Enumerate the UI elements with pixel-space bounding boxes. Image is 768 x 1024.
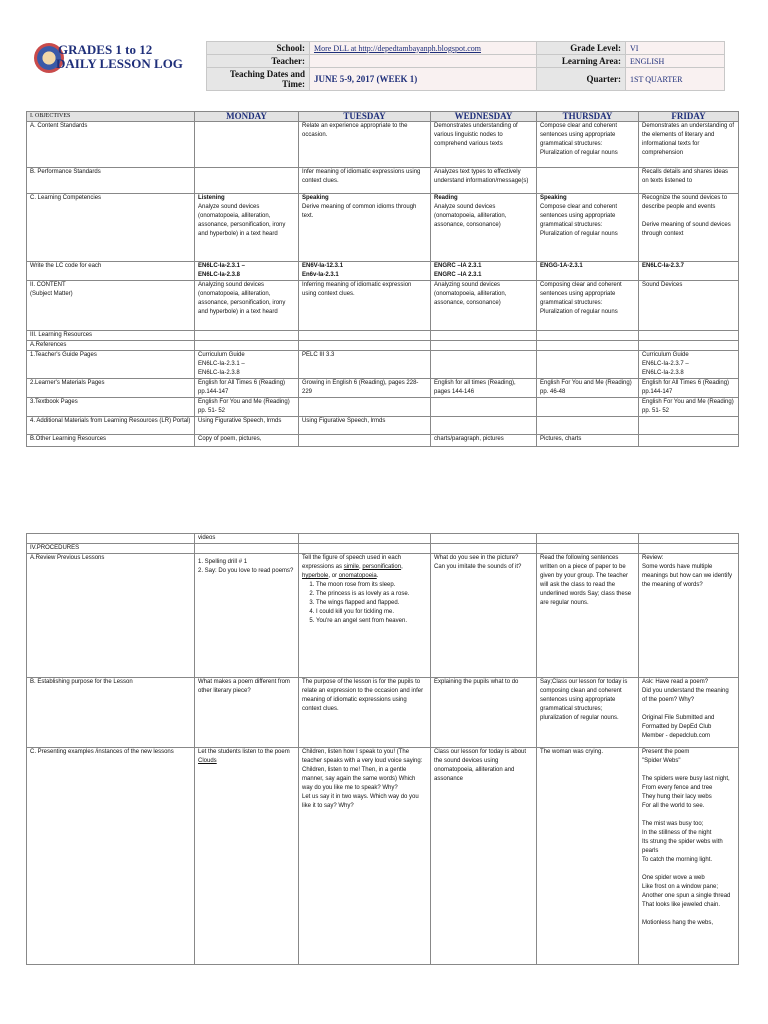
row-label: C. Learning Competencies xyxy=(27,194,195,262)
table-cell xyxy=(537,398,639,417)
row-label: B. Establishing purpose for the Lesson xyxy=(27,678,195,748)
table-cell: Say;Class our lesson for today is composing clean and coherent sentences using appropriate grammatical structures; pluralization of regular nouns. xyxy=(537,678,639,748)
list-item: 1. The moon rose from its sleep. xyxy=(316,581,427,590)
table-row xyxy=(27,379,739,398)
table-cell: EN6LC-Ia-2.3.7 xyxy=(639,262,739,281)
table-cell: Curriculum Guide EN6LC-Ia-2.3.7 – EN6LC-Ia-2.3.8 xyxy=(639,351,739,379)
table-cell: Copy of poem, pictures, xyxy=(195,435,299,447)
table-cell xyxy=(639,331,739,341)
table-cell: Tell the figure of speech used in each expressions as simile, personification, hyperbole, or onomatopoeia. 1. The moon rose from its sleep. 2. The princess is as lovely as a rose. 3. The wings flapped and flapped. 4. I could kill you for tickling me. 5. You're an angel sent from heaven. xyxy=(299,554,431,678)
header-title-line1: GRADES 1 to 12 xyxy=(58,42,153,57)
term-personification: personification xyxy=(362,564,402,570)
table-cell: videos xyxy=(195,534,299,544)
table-cell: Listening Analyze sound devices (onomatopoeia, alliteration, assonance, personification, irony and hyperbole) in a text heard xyxy=(195,194,299,262)
table-cell: Children, listen how I speak to you! (The teacher speaks with a very loud voice saying: Children, listen to me! Then, in a gentle manner, say again the same words) Which way do you like me to speak? Why? Let us say it in two ways. Which way do you like it to say? Why? xyxy=(299,748,431,965)
table-row xyxy=(27,341,739,351)
table-cell xyxy=(195,122,299,168)
quarter-label: Quarter: xyxy=(537,68,626,91)
table-cell: English For You and Me (Reading) pp. 51- 52 xyxy=(195,398,299,417)
table-cell: Explaining the pupils what to do xyxy=(431,678,537,748)
table-cell: Infer meaning of idiomatic expressions using context clues. xyxy=(299,168,431,194)
table-cell: EN6V-Ia-12.3.1 En6v-Ia-2.3.1 xyxy=(299,262,431,281)
row-label: 2.Learner's Materials Pages xyxy=(27,379,195,398)
table-cell xyxy=(299,534,431,544)
table-cell xyxy=(431,331,537,341)
table-cell: English for all times (Reading), pages 144-146 xyxy=(431,379,537,398)
table-cell: Demonstrates understanding of various linguistic nodes to comprehend various texts xyxy=(431,122,537,168)
school-link[interactable]: More DLL at http://depedtambayanph.blogspot.com xyxy=(314,43,481,53)
row-label: 4. Additional Materials from Learning Resources (LR) Portal) xyxy=(27,417,195,435)
table-row xyxy=(27,168,739,194)
day-header-wednesday: WEDNESDAY xyxy=(431,112,537,122)
table-cell xyxy=(431,341,537,351)
table-cell: EN6LC-Ia-2.3.1 – EN6LC-Ia-2.3.8 xyxy=(195,262,299,281)
table-cell xyxy=(195,341,299,351)
procedures-table xyxy=(26,533,739,965)
table-row xyxy=(27,281,739,331)
review-sentence-list xyxy=(302,581,427,626)
table-cell: Composing clear and coherent sentences using appropriate grammatical structures: Pluralization of regular nouns xyxy=(537,281,639,331)
table-cell: 1. Spelling drill # 1 2. Say: Do you love to read poems? xyxy=(195,554,299,678)
table-cell: Growing in English 6 (Reading), pages 228-229 xyxy=(299,379,431,398)
table-cell xyxy=(299,331,431,341)
grade-value: VI xyxy=(626,42,725,55)
table-cell: English for All Times 6 (Reading) pp.144-147 xyxy=(639,379,739,398)
table-cell: Speaking Compose clear and coherent sentences using appropriate grammatical structures: Pluralization of regular nouns xyxy=(537,194,639,262)
table-cell xyxy=(537,331,639,341)
table-cell: What makes a poem different from other literary piece? xyxy=(195,678,299,748)
skill-heading: Reading xyxy=(434,195,458,201)
row-label: II. CONTENT (Subject Matter) xyxy=(27,281,195,331)
skill-heading: Speaking xyxy=(540,195,567,201)
procedures-heading: IV.PROCEDURES xyxy=(27,544,195,554)
table-cell xyxy=(639,534,739,544)
table-cell: Relate an experience appropriate to the occasion. xyxy=(299,122,431,168)
day-header-tuesday: TUESDAY xyxy=(299,112,431,122)
list-item: 2. The princess is as lovely as a rose. xyxy=(316,590,427,599)
table-row xyxy=(27,398,739,417)
table-cell xyxy=(537,351,639,379)
table-cell: Inferring meaning of idiomatic expression using context clues. xyxy=(299,281,431,331)
term-hyperbole: hyperbole xyxy=(302,573,329,579)
header-info-table xyxy=(206,41,725,91)
table-cell: Using Figurative Speech, lrmds xyxy=(299,417,431,435)
table-row xyxy=(27,554,739,678)
table-cell xyxy=(195,748,299,965)
table-row xyxy=(27,678,739,748)
row-label: A.Review Previous Lessons xyxy=(27,554,195,678)
table-cell xyxy=(299,398,431,417)
term-onomatopoeia: onomatopoeia xyxy=(338,573,377,579)
row-label: A. Content Standards xyxy=(27,122,195,168)
table-cell: Compose clear and coherent sentences using appropriate grammatical structures: Pluralization of regular nouns xyxy=(537,122,639,168)
table-cell: ENGRC –IA 2.3.1 ENGRC –IA 2.3.1 xyxy=(431,262,537,281)
table-cell xyxy=(537,168,639,194)
dates-label: Teaching Dates and Time: xyxy=(207,68,310,91)
list-item: 5. You're an angel sent from heaven. xyxy=(316,617,427,626)
table-row xyxy=(27,351,739,379)
day-header-thursday: THURSDAY xyxy=(537,112,639,122)
header-title-line2: DAILY LESSON LOG xyxy=(56,56,183,71)
table-cell: charts/paragraph, pictures xyxy=(431,435,537,447)
teacher-label: Teacher: xyxy=(207,55,310,68)
table-cell: Present the poem "Spider Webs" The spiders were busy last night, From every fence and tree They hung their lacy webs For all the world to see. The mist was busy too; In the stillness of the night Its strung the spider webs with pearls To catch the morning light. One spider wove a web Like frost on a window pane; Another one spun a single thread That looks like jeweled chain. Motionless hang the webs, xyxy=(639,748,739,965)
row-label: B. Performance Standards xyxy=(27,168,195,194)
table-cell: Class our lesson for today is about the sound devices using onomatopoeia, alliteration and assonance xyxy=(431,748,537,965)
table-cell: Analyzes text types to effectively understand information/message(s) xyxy=(431,168,537,194)
table-cell xyxy=(639,417,739,435)
area-value: ENGLISH xyxy=(626,55,725,68)
objectives-heading: I. OBJECTIVES xyxy=(27,112,195,122)
school-label: School: xyxy=(207,42,310,55)
table-cell: Review: Some words have multiple meanings but how can we identify the meaning of words? xyxy=(639,554,739,678)
poem-intro-text: Let the students listen to the poem xyxy=(198,749,290,755)
day-header-friday: FRIDAY xyxy=(639,112,739,122)
row-label: III. Learning Resources xyxy=(27,331,195,341)
grade-label: Grade Level: xyxy=(537,42,626,55)
table-row xyxy=(27,262,739,281)
table-cell: English For You and Me (Reading) pp. 51- 52 xyxy=(639,398,739,417)
term-simile: simile xyxy=(343,564,360,570)
table-cell xyxy=(299,435,431,447)
table-cell xyxy=(195,331,299,341)
table-cell: Recognize the sound devices to describe people and events Derive meaning of sound devices through context xyxy=(639,194,739,262)
table-row xyxy=(27,534,739,544)
row-label: Write the LC code for each xyxy=(27,262,195,281)
table-row xyxy=(27,435,739,447)
table-cell: What do you see in the picture? Can you imitate the sounds of it? xyxy=(431,554,537,678)
dates-value: JUNE 5-9, 2017 (WEEK 1) xyxy=(310,68,537,91)
table-row xyxy=(27,194,739,262)
table-row xyxy=(27,544,739,554)
list-item: 4. I could kill you for tickling me. xyxy=(316,608,427,617)
table-cell: Sound Devices xyxy=(639,281,739,331)
skill-heading: Listening xyxy=(198,195,225,201)
table-cell xyxy=(431,534,537,544)
table-cell: Ask: Have read a poem? Did you understand the meaning of the poem? Why? Original File Submitted and Formatted by DepEd Club Member - depedclub.com xyxy=(639,678,739,748)
row-label: A.References xyxy=(27,341,195,351)
table-cell: Analyzing sound devices (onomatopoeia, alliteration, assonance, consonance) xyxy=(431,281,537,331)
table-cell: Pictures, charts xyxy=(537,435,639,447)
table-cell: Reading Analyze sound devices (onomatopoeia, alliteration, assonance, consonance) xyxy=(431,194,537,262)
table-cell: Using Figurative Speech, lrmds xyxy=(195,417,299,435)
table-cell xyxy=(639,341,739,351)
table-cell xyxy=(195,168,299,194)
table-row xyxy=(27,122,739,168)
table-cell xyxy=(537,417,639,435)
table-cell xyxy=(537,534,639,544)
area-label: Learning Area: xyxy=(537,55,626,68)
table-cell: Demonstrates an understanding of the elements of literary and informational texts for comprehension xyxy=(639,122,739,168)
table-row xyxy=(27,331,739,341)
list-item: 3. The wings flapped and flapped. xyxy=(316,599,427,608)
table-cell: The woman was crying. xyxy=(537,748,639,965)
table-row xyxy=(27,748,739,965)
table-cell xyxy=(639,435,739,447)
table-cell: The purpose of the lesson is for the pupils to relate an expression to the occasion and infer meaning of idiomatic expressions using context clues. xyxy=(299,678,431,748)
table-cell xyxy=(431,417,537,435)
table-cell xyxy=(299,341,431,351)
table-cell: ENGG-1A-2.3.1 xyxy=(537,262,639,281)
row-label: 3.Textbook Pages xyxy=(27,398,195,417)
table-row xyxy=(27,417,739,435)
teacher-value xyxy=(310,55,537,68)
school-value[interactable] xyxy=(310,42,537,55)
table-cell xyxy=(27,534,195,544)
table-cell: Analyzing sound devices (onomatopoeia, alliteration, assonance, personification, irony and hyperbole) in a text heard xyxy=(195,281,299,331)
review-intro-text: Tell the figure of speech used in each expressions as xyxy=(302,555,402,570)
row-label: 1.Teacher's Guide Pages xyxy=(27,351,195,379)
table-cell xyxy=(537,341,639,351)
day-header-monday: MONDAY xyxy=(195,112,299,122)
row-label: B.Other Learning Resources xyxy=(27,435,195,447)
dll-header xyxy=(26,41,738,91)
table-cell: Curriculum Guide EN6LC-Ia-2.3.1 – EN6LC-Ia-2.3.8 xyxy=(195,351,299,379)
table-cell: Read the following sentences written on a piece of paper to be given by your group. The teacher will ask the class to read the underlined words Say; class these are regular nouns. xyxy=(537,554,639,678)
objectives-table xyxy=(26,111,739,447)
table-cell xyxy=(431,351,537,379)
quarter-value: 1ST QUARTER xyxy=(626,68,725,91)
table-cell: Speaking Derive meaning of common idioms through text. xyxy=(299,194,431,262)
poem-link-clouds[interactable]: Clouds xyxy=(198,758,217,764)
table-cell: English for All Times 6 (Reading) pp.144-147 xyxy=(195,379,299,398)
table-cell: PELC III 3.3 xyxy=(299,351,431,379)
table-cell: Recalls details and shares ideas on texts listened to xyxy=(639,168,739,194)
row-label: C. Presenting examples /instances of the new lessons xyxy=(27,748,195,965)
table-cell: English For You and Me (Reading) pp. 46-48 xyxy=(537,379,639,398)
skill-heading: Speaking xyxy=(302,195,329,201)
table-cell xyxy=(431,398,537,417)
